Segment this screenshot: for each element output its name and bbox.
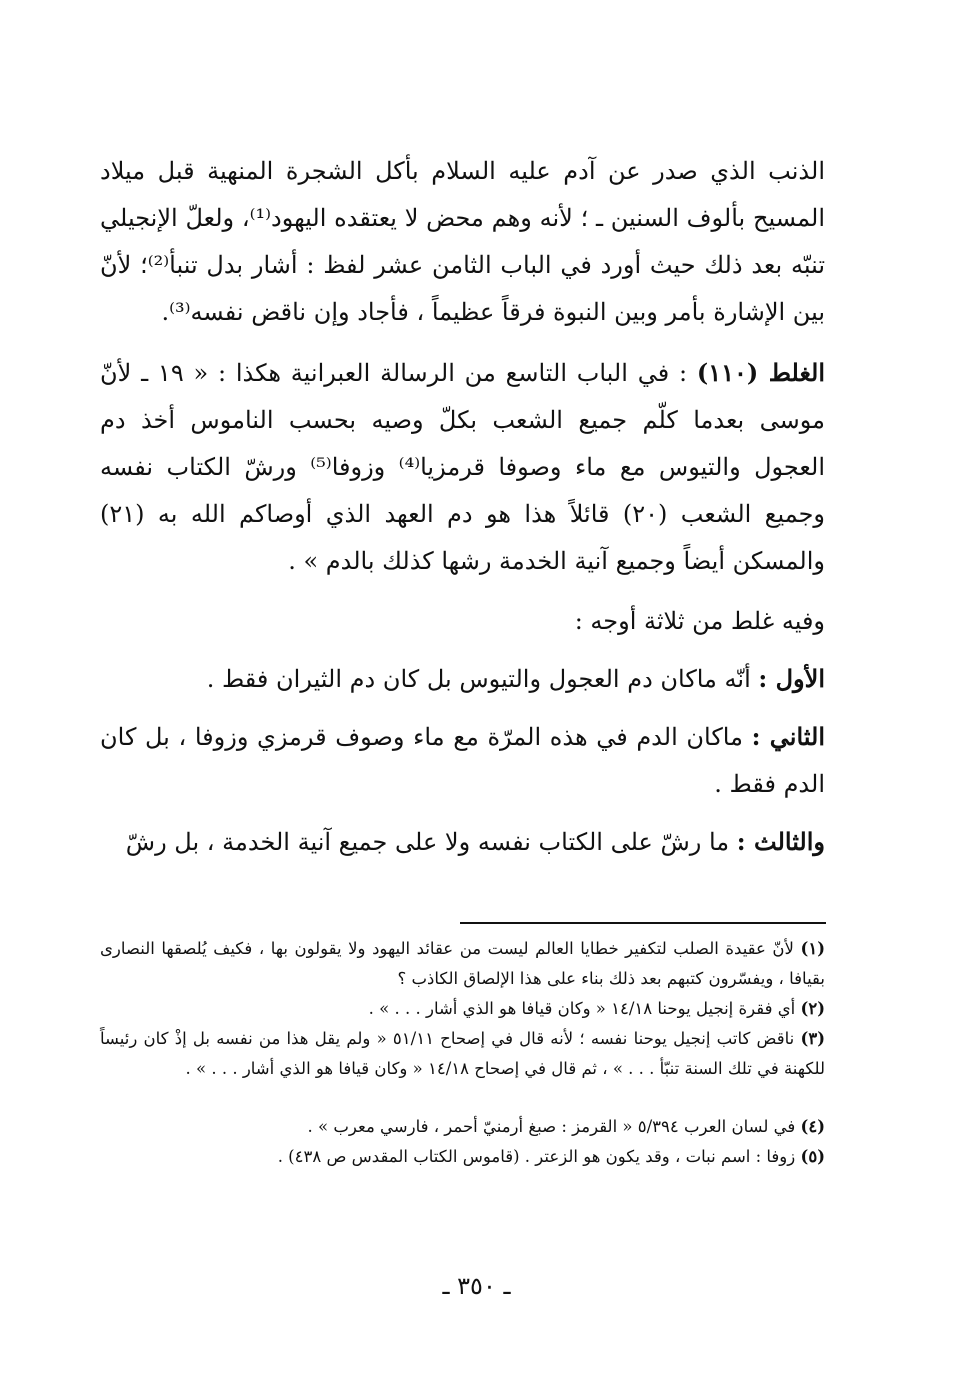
footnote-5-text: زوفا : اسم نبات ، وقد يكون هو الزعتر . (قاموس الكتاب المقدس ص ٤٣٨) . <box>277 1147 801 1166</box>
paragraph-second-aspect <box>100 713 825 808</box>
footnote-3-label: (٣) <box>800 1029 825 1048</box>
paragraph-intro-aspects <box>100 598 825 645</box>
footnote-4 <box>100 1112 825 1142</box>
error-110-text: : في الباب التاسع من الرسالة العبرانية هكذا : « ١٩ ـ لأنّ موسى بعدما كلّم جميع الشعب بكلّ وصيه بحسب الناموس أخذ دم العجول والتيوس مع ماء وصوفا قرمزيا⁽⁴⁾ وزوفا⁽⁵⁾ ورشّ الكتاب نفسه وجميع الشعب (٢٠) قائلاً هذا هو دم العهد الذي أوصاكم الله به (٢١) والمسكن أيضاً وجميع آنية الخدمة رشها كذلك بالدم » . <box>100 359 826 575</box>
footnote-3-text: ناقض كاتب إنجيل يوحنا نفسه ؛ لأنه قال في إصحاح ٥١/١١ « ولم يقل هذا من نفسه بل إذْ كان رئيساً للكهنة في تلك السنة تنبّأ . . . » ، ثم قال في إصحاح ١٤/١٨ « وكان قيافا هو الذي أشار . . . » . <box>100 1029 825 1078</box>
paragraph-third-aspect <box>100 818 825 866</box>
third-aspect-text: ما رشّ على الكتاب نفسه ولا على جميع آنية الخدمة ، بل رشّ <box>125 828 737 856</box>
footnote-4-label: (٤) <box>800 1117 825 1136</box>
footnote-1-label: (١) <box>800 939 825 958</box>
footnote-2-label: (٢) <box>800 999 825 1018</box>
page-number: ـ ٣٥٠ ـ <box>442 1272 511 1300</box>
footnote-gap <box>100 1084 825 1112</box>
footnote-4-text: في لسان العرب ٥/٣٩٤ « القرمز : صبغ أرمنيّ أحمر ، فارسي معرب » . <box>307 1117 801 1136</box>
paragraph-first-aspect <box>100 655 825 703</box>
second-aspect-text: ماكان الدم في هذه المرّة مع ماء وصوف قرمزي وزوفا ، بل كان الدم فقط . <box>100 723 825 798</box>
error-110-label: الغلط (١١٠) <box>696 358 826 387</box>
footnotes <box>100 934 825 1172</box>
third-aspect-label: والثالث : <box>736 827 825 856</box>
paragraph-1 <box>100 148 825 336</box>
first-aspect-text: أنّه ماكان دم العجول والتيوس بل كان دم الثيران فقط . <box>206 665 759 693</box>
footnote-separator <box>460 922 826 924</box>
footnote-5-label: (٥) <box>800 1147 825 1166</box>
main-text <box>100 148 825 876</box>
footnote-1 <box>100 934 825 994</box>
footnote-3 <box>100 1024 825 1084</box>
first-aspect-label: الأول : <box>758 664 825 693</box>
footnote-1-text: لأنّ عقيدة الصلب لتكفير خطايا العالم ليست من عقائد اليهود ولا يقولون بها ، فكيف يُلصقها النصارى بقيافا ، ويفسّرون كتبهم بعد ذلك بناء على هذا الإلصاق الكاذب ؟ <box>100 939 825 988</box>
second-aspect-label: الثاني : <box>751 722 825 751</box>
intro-aspects-text: وفيه غلط من ثلاثة أوجه : <box>574 607 825 635</box>
footnote-2-text: أي فقرة إنجيل يوحنا ١٤/١٨ « وكان قيافا هو الذي أشار . . . » . <box>368 999 801 1018</box>
paragraph-error-110 <box>100 349 825 585</box>
paragraph-1-text: الذنب الذي صدر عن آدم عليه السلام بأكل الشجرة المنهية قبل ميلاد المسيح بألوف السنين ـ ؛ لأنه وهم محض لا يعتقده اليهود⁽¹⁾، ولعلّ الإنجيلي تنبّه بعد ذلك حيث أورد في الباب الثامن عشر لفظ : أشار بدل تنبأ⁽²⁾؛ لأنّ بين الإشارة بأمر وبين النبوة فرقاً عظيماً ، فأجاد وإن ناقض نفسه⁽³⁾. <box>100 157 826 326</box>
footnote-5 <box>100 1142 825 1172</box>
footnote-2 <box>100 994 825 1024</box>
